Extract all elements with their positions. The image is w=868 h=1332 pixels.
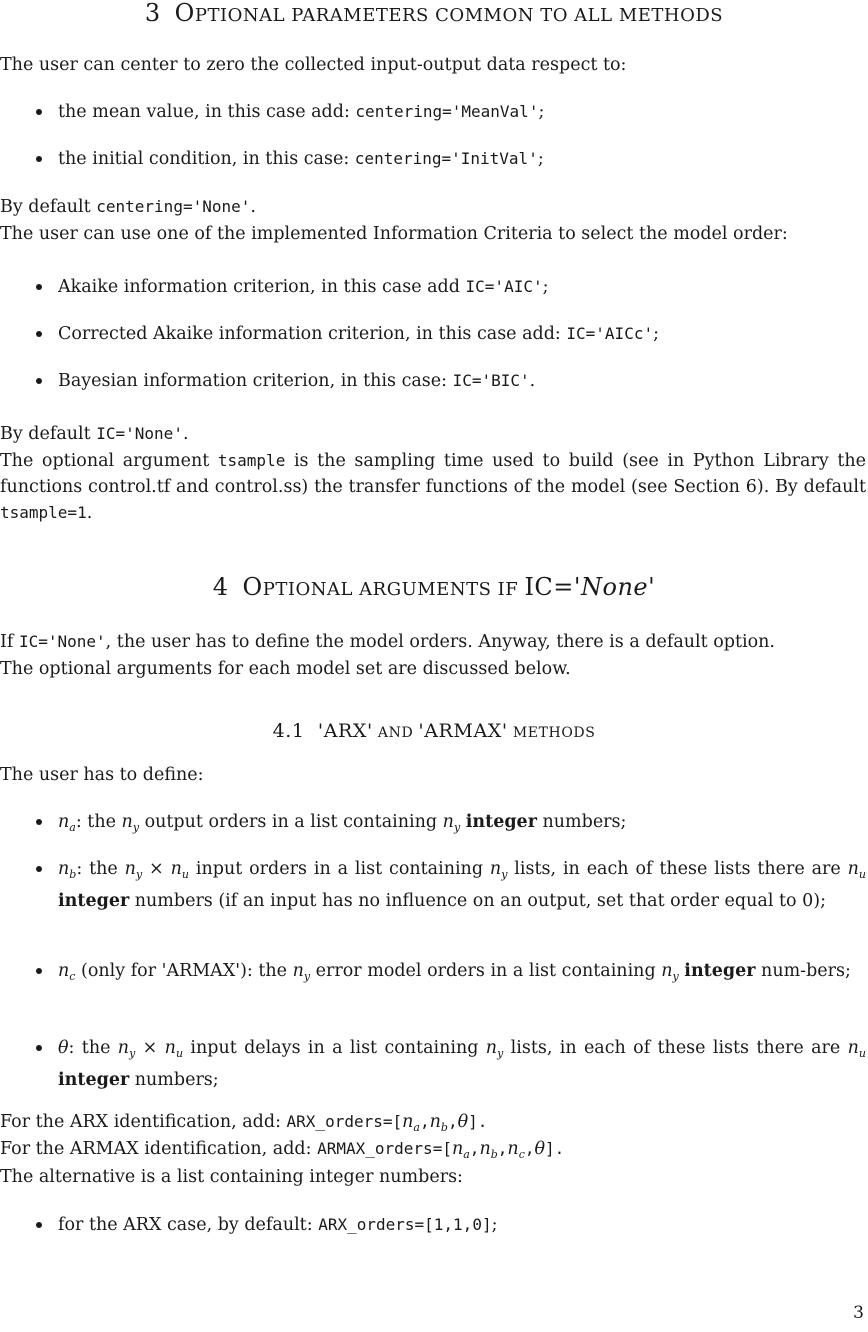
section-4-line-1: If IC='None', the user has to define the model orders. Anyway, there is a default option. <box>0 632 775 652</box>
define-intro: The user has to define: <box>0 765 204 785</box>
ic-item-aicc: Corrected Akaike information criterion, in this case add: IC='AICc'; <box>58 321 659 347</box>
ic-intro: The user can use one of the implemented Information Criteria to select the model order: <box>0 224 788 244</box>
section-number: 3 <box>144 0 161 27</box>
centering-intro: The user can center to zero the collected input-output data respect to: <box>0 55 627 75</box>
centering-item-meanval: the mean value, in this case add: centering='MeanVal'; <box>58 99 544 125</box>
centering-item-initval: the initial condition, in this case: centering='InitVal'; <box>58 146 544 172</box>
page-number: 3 <box>853 1303 864 1323</box>
section-3-heading <box>0 0 868 29</box>
item-nc: $n_c$ (only for 'ARMAX'): the $n_y$ error model orders in a list containing $n_y$ integer num-bers; <box>58 958 866 990</box>
heading-rest: PTIONAL PARAMETERS COMMON TO ALL METHODS <box>194 5 724 26</box>
tsample-paragraph: The optional argument tsample is the sampling time used to build (see in Python Library the functions control.tf and control.ss) the transfer functions of the model (see Section 6). By default tsample=1. <box>0 451 866 523</box>
centering-default: By default centering='None'. <box>0 197 256 217</box>
armax-orders-line: For the ARMAX identification, add: $ARMAX\_orders=[n_a,n_b,n_c,\theta]$. <box>0 1139 565 1161</box>
item-na: $n_a$: the $n_y$ output orders in a list containing $n_y$ integer numbers; <box>58 809 626 841</box>
item-theta: θ: the $n_y \times n_u$ input delays in a list containing $n_y$ lists, in each of these lists there are $n_u$ integer numbers; <box>58 1035 866 1093</box>
ic-item-bic: Bayesian information criterion, in this case: IC='BIC'. <box>58 368 535 394</box>
section-4-line-2: The optional arguments for each model set are discussed below. <box>0 659 571 679</box>
alternative-line: The alternative is a list containing integer numbers: <box>0 1167 463 1187</box>
heading-cap: O <box>174 0 195 27</box>
ic-item-aic: Akaike information criterion, in this case add IC='AIC'; <box>58 274 549 300</box>
default-arx-item: for the ARX case, by default: ARX_orders=[1,1,0]; <box>58 1212 497 1238</box>
ic-default: By default IC='None'. <box>0 424 189 444</box>
section-4-1-heading: 4.1 'ARX' AND 'ARMAX' METHODS <box>272 720 596 742</box>
arx-orders-line: For the ARX identification, add: $ARX\_orders=[n_a,n_b,\theta]$. <box>0 1112 488 1134</box>
section-4-heading: 4 OPTIONAL ARGUMENTS IF IC='None' <box>212 573 656 601</box>
item-nb: $n_b$: the $n_y \times n_u$ input orders in a list containing $n_y$ lists, in each of these lists there are $n_u$ integer numbers (if an input has no influence on an output, set that order equal to 0); <box>58 856 866 914</box>
